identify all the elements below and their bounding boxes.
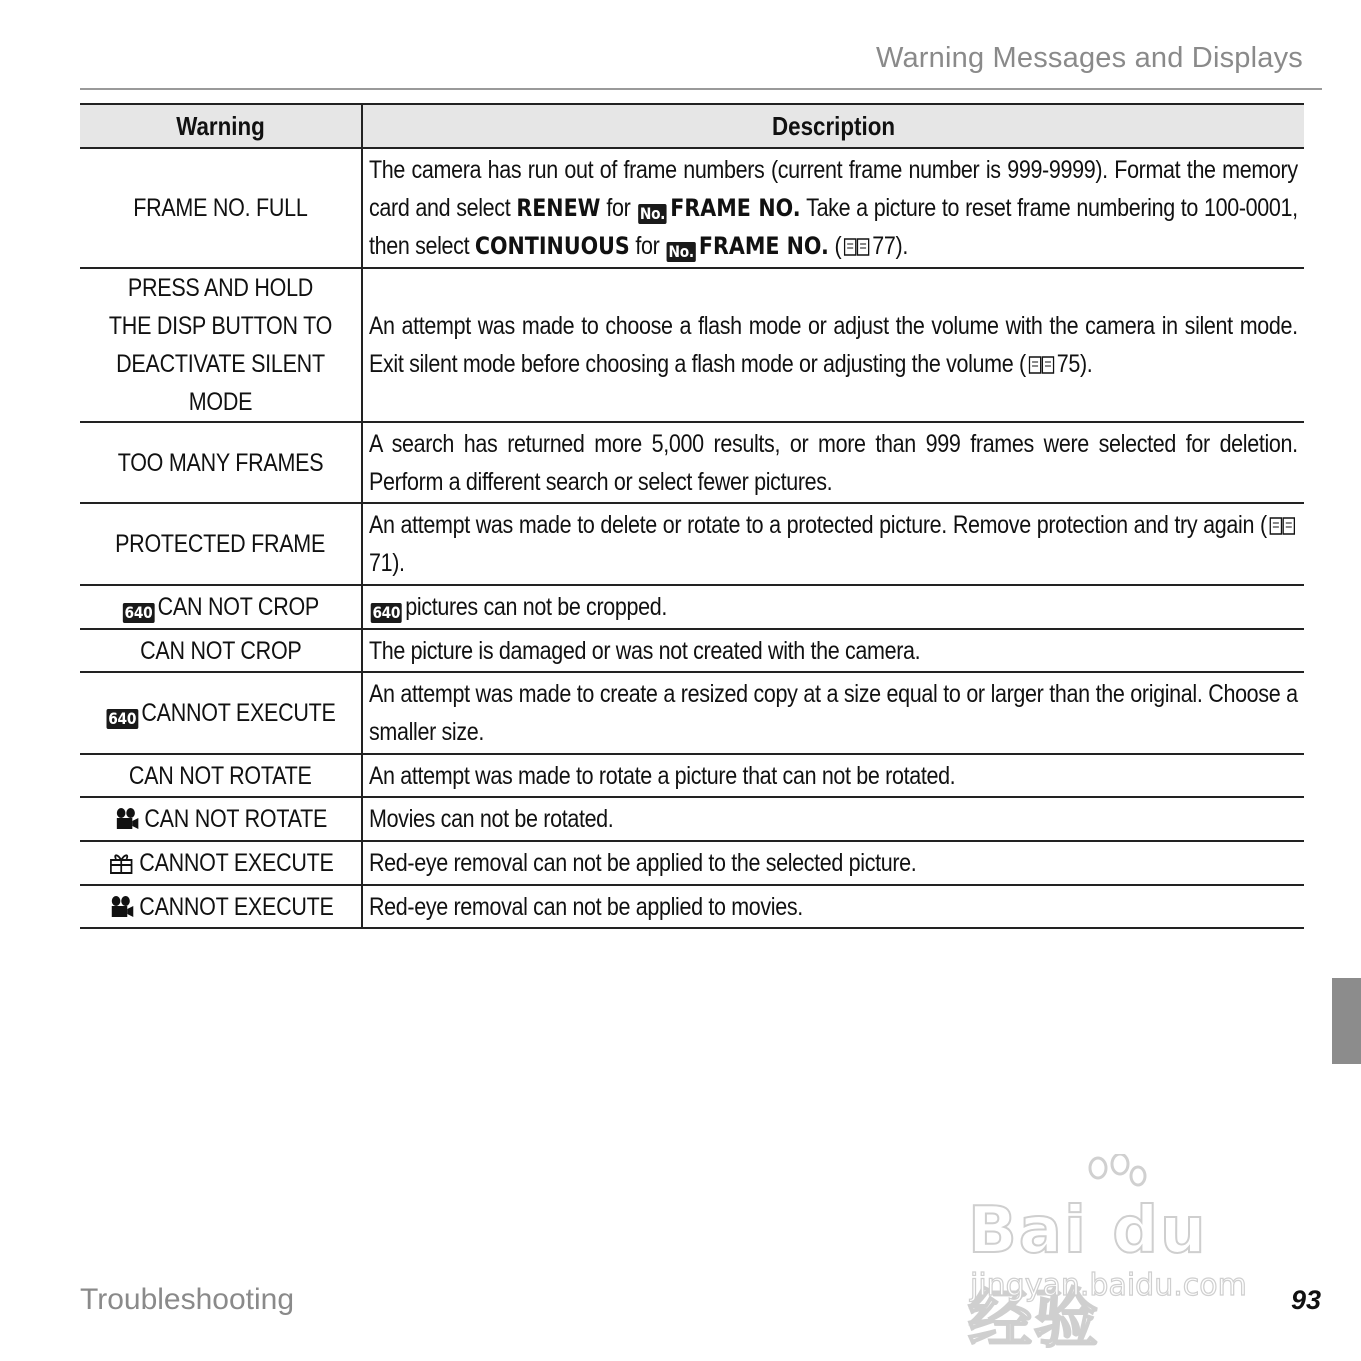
warning-cell: CANNOT EXECUTE	[80, 841, 362, 885]
table-row	[80, 422, 1304, 503]
footer-section-title: Troubleshooting	[80, 1283, 295, 1316]
description-cell: An attempt was made to create a resized copy at a size equal to or larger than the original. Choose a smaller size.	[362, 672, 1304, 754]
size-640-icon: 640	[372, 603, 401, 622]
book-icon	[1028, 355, 1054, 375]
size-640-icon: 640	[124, 603, 153, 622]
warning-table	[80, 103, 1304, 929]
description-cell: Red-eye removal can not be applied to the selected picture.	[362, 841, 1304, 885]
table-row	[80, 585, 1304, 629]
description-cell: Movies can not be rotated.	[362, 797, 1304, 841]
warning-cell: CAN NOT ROTATE	[80, 797, 362, 841]
column-header-description: Description	[362, 104, 1304, 148]
warning-cell: 640 CANNOT EXECUTE	[80, 672, 362, 754]
warning-cell: CANNOT EXECUTE	[80, 885, 362, 928]
table-header-row	[80, 104, 1304, 148]
header-rule	[80, 88, 1322, 90]
description-cell: The camera has run out of frame numbers (current frame number is 999-9999). Format the memory card and select RENEW for No. FRAME NO. Take a picture to reset frame numbering to 100-0001, then select CONTINUOUS for No. FRAME NO. ( 77).	[362, 148, 1304, 268]
warning-cell: TOO MANY FRAMES	[80, 422, 362, 503]
description-cell: An attempt was made to choose a flash mode or adjust the volume with the camera in silent mode. Exit silent mode before choosing a flash mode or adjusting the volume ( 75).	[362, 268, 1304, 422]
book-icon	[844, 237, 870, 257]
page-number: 93	[1290, 1285, 1321, 1315]
chapter-tab	[1332, 978, 1361, 1064]
table-row	[80, 841, 1304, 885]
warning-cell: CAN NOT CROP	[80, 629, 362, 672]
table-row	[80, 672, 1304, 754]
warning-cell: PROTECTED FRAME	[80, 503, 362, 585]
description-cell: An attempt was made to delete or rotate to a protected picture. Remove protection and try again (71).	[362, 503, 1304, 585]
gift-icon	[108, 851, 134, 875]
description-cell: The picture is damaged or was not created with the camera.	[362, 629, 1304, 672]
movie-icon	[108, 895, 134, 919]
table-row	[80, 629, 1304, 672]
table-row	[80, 754, 1304, 797]
warning-cell: 640 CAN NOT CROP	[80, 585, 362, 629]
warning-cell: CAN NOT ROTATE	[80, 754, 362, 797]
description-cell: A search has returned more 5,000 results, or more than 999 frames were selected for deletion. Perform a different search or select fewer pictures.	[362, 422, 1304, 503]
table-row	[80, 503, 1304, 585]
watermark	[958, 1150, 1288, 1357]
page-header-title: Warning Messages and Displays	[875, 42, 1303, 74]
table-row	[80, 268, 1304, 422]
warning-cell: PRESS AND HOLD THE DISP BUTTON TO DEACTIVATE SILENT MODE	[80, 268, 362, 422]
table-row	[80, 148, 1304, 268]
description-cell: Red-eye removal can not be applied to movies.	[362, 885, 1304, 928]
movie-icon	[114, 807, 140, 831]
frame-no-icon: No.	[668, 242, 694, 261]
description-cell: 640 pictures can not be cropped.	[362, 585, 1304, 629]
watermark-url: jingyan.baidu.com	[970, 1268, 1247, 1303]
frame-no-icon: No.	[639, 204, 666, 223]
table-row	[80, 797, 1304, 841]
table-row	[80, 885, 1304, 928]
book-icon	[1269, 516, 1295, 536]
watermark-logo: Bai du 经验	[968, 1194, 1208, 1357]
description-cell: An attempt was made to rotate a picture that can not be rotated.	[362, 754, 1304, 797]
warning-cell: FRAME NO. FULL	[80, 148, 362, 268]
size-640-icon: 640	[108, 709, 137, 728]
column-header-warning: Warning	[80, 104, 362, 148]
